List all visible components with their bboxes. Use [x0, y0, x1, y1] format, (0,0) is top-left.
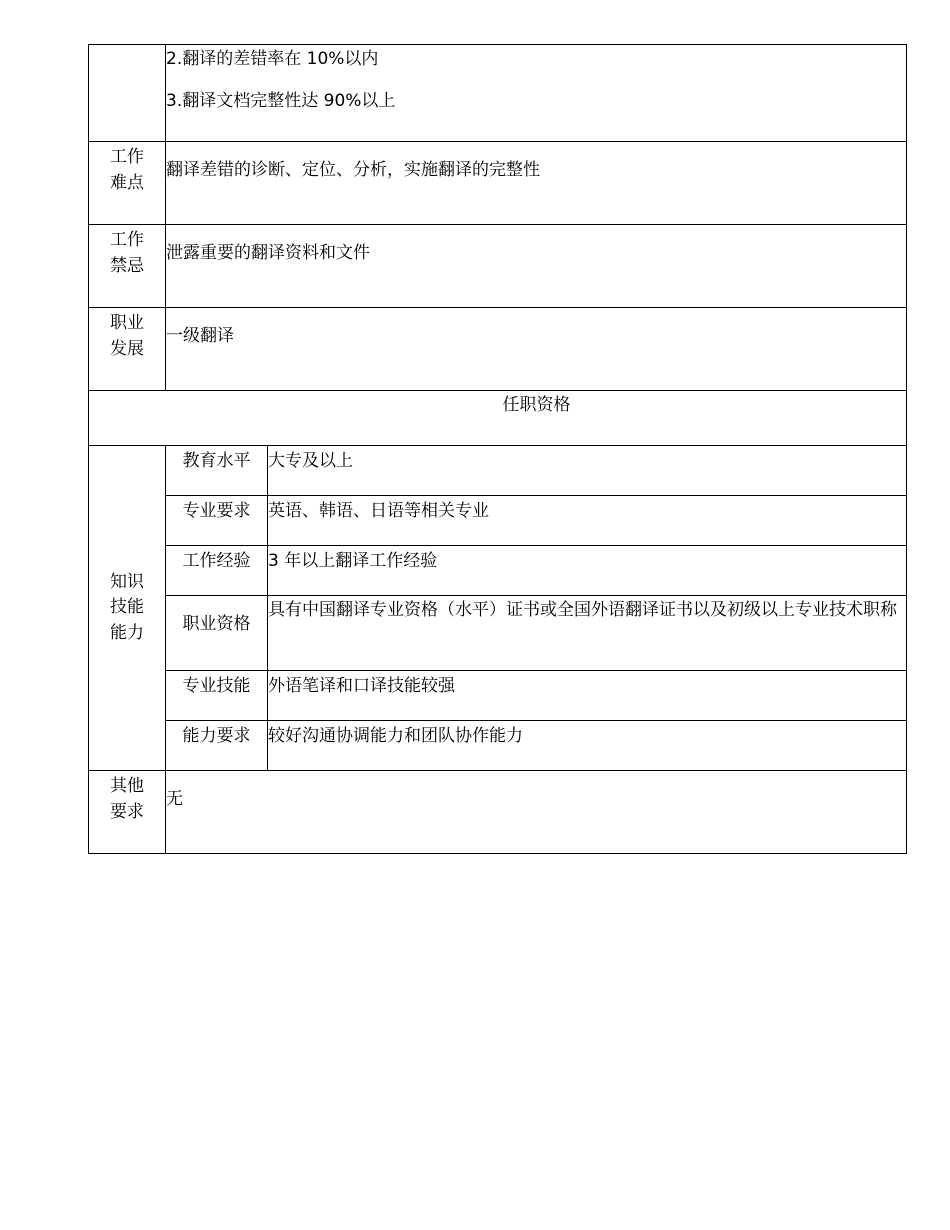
qualification-row [89, 721, 907, 771]
qualification-row [89, 446, 907, 496]
qualifications-heading-row [89, 391, 907, 446]
standard-item: 3.翻译文档完整性达 90%以上 [166, 90, 396, 111]
qualification-label: 职业资格 [166, 596, 268, 671]
qualification-row [89, 671, 907, 721]
qualification-label: 能力要求 [166, 721, 268, 771]
qualification-value: 外语笔译和口译技能较强 [268, 671, 907, 721]
qualification-row [89, 496, 907, 546]
career-label: 职业 发展 [89, 308, 166, 391]
career-row [89, 308, 907, 391]
difficulty-label: 工作 难点 [89, 142, 166, 225]
knowledge-skills-label: 知识 技能 能力 [89, 446, 166, 771]
difficulty-row [89, 142, 907, 225]
qualification-row [89, 546, 907, 596]
career-text: 一级翻译 [166, 308, 907, 391]
other-row [89, 771, 907, 854]
qualification-label: 工作经验 [166, 546, 268, 596]
qualification-row [89, 596, 907, 671]
standards-content [166, 45, 907, 142]
qualification-value: 较好沟通协调能力和团队协作能力 [268, 721, 907, 771]
taboo-text: 泄露重要的翻译资料和文件 [166, 225, 907, 308]
taboo-row [89, 225, 907, 308]
standard-item: 2.翻译的差错率在 10%以内 [166, 49, 379, 69]
other-text: 无 [166, 771, 907, 854]
qualification-label: 教育水平 [166, 446, 268, 496]
qualification-value: 英语、韩语、日语等相关专业 [268, 496, 907, 546]
qualification-label: 专业技能 [166, 671, 268, 721]
standards-label-cell [89, 45, 166, 142]
standards-row [89, 45, 907, 142]
qualification-label: 专业要求 [166, 496, 268, 546]
other-label: 其他 要求 [89, 771, 166, 854]
taboo-label: 工作 禁忌 [89, 225, 166, 308]
qualification-value: 大专及以上 [268, 446, 907, 496]
qualifications-heading: 任职资格 [89, 391, 907, 446]
qualification-value: 3 年以上翻译工作经验 [268, 546, 907, 596]
qualification-value: 具有中国翻译专业资格（水平）证书或全国外语翻译证书以及初级以上专业技术职称 [268, 596, 907, 671]
job-description-table [88, 44, 907, 854]
difficulty-text: 翻译差错的诊断、定位、分析，实施翻译的完整性 [166, 142, 907, 225]
